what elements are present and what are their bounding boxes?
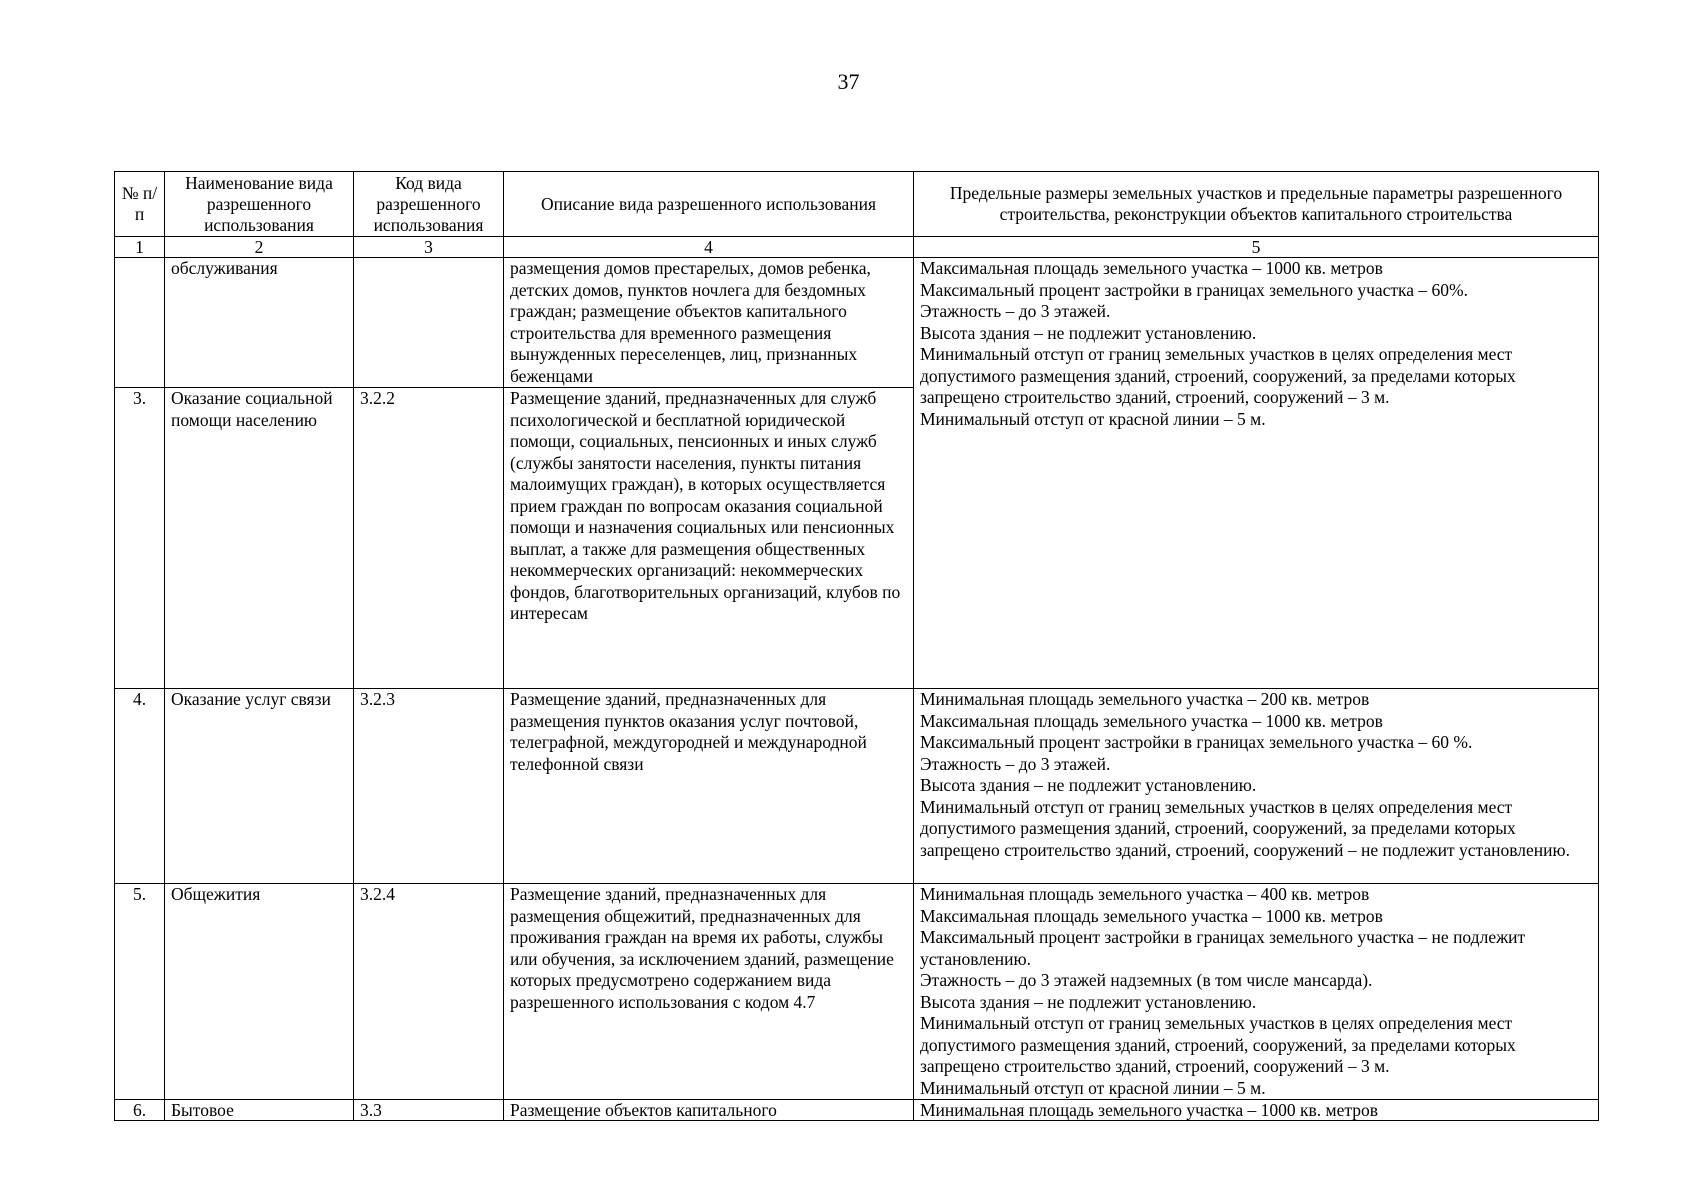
column-number: 2 <box>165 237 354 258</box>
parameter-line: Максимальная площадь земельного участка – 1000 кв. метров <box>920 905 1383 926</box>
use-code: 3.3 <box>354 1100 504 1121</box>
land-use-table <box>114 171 1599 1121</box>
row-number: 5. <box>115 884 165 1100</box>
parameter-line: Максимальный процент застройки в границах земельного участка – 60%. <box>920 279 1469 300</box>
parameters-cell <box>914 258 1599 689</box>
use-code: 3.2.3 <box>354 689 504 884</box>
parameter-line: Максимальная площадь земельного участка – 1000 кв. метров <box>920 710 1383 731</box>
use-code: 3.2.4 <box>354 884 504 1100</box>
use-description: Размещение зданий, предназначенных для служб психологической и бесплатной юридической помощи, социальных, пенсионных и иных служб (службы занятости населения, пункты питания малоимущих граждан), в которых осуществляется прием граждан по вопросам оказания социальной помощи и назначения социальных или пенсионных выплат, а также для размещения общественных некоммерческих организаций: некоммерческих фондов, благотворительных организаций, клубов по интересам <box>504 388 914 689</box>
page-number: 37 <box>837 69 860 94</box>
header-code: Код вида разрешенного использования <box>354 172 504 237</box>
row-number <box>115 258 165 388</box>
table-row <box>115 689 1599 884</box>
use-description: Размещение зданий, предназначенных для размещения общежитий, предназначенных для проживания граждан на время их работы, службы или обучения, за исключением зданий, размещение которых предусмотрено содержанием вида разрешенного использования с кодом 4.7 <box>504 884 914 1100</box>
parameters-cell <box>914 689 1599 884</box>
column-number: 1 <box>115 237 165 258</box>
use-name: Оказание социальной помощи населению <box>165 388 354 689</box>
column-number: 5 <box>914 237 1599 258</box>
parameter-line: Этажность – до 3 этажей надземных (в том числе мансарда). <box>920 970 1373 990</box>
use-description: Размещение объектов капитального <box>504 1100 914 1121</box>
parameter-line: Минимальная площадь земельного участка – 200 кв. метров <box>920 689 1370 709</box>
parameter-line: Максимальная площадь земельного участка – 1000 кв. метров <box>920 258 1383 278</box>
header-name: Наименование вида разрешенного использования <box>165 172 354 237</box>
use-name: Бытовое <box>165 1100 354 1121</box>
parameter-line: Минимальный отступ от красной линии – 5 м. <box>920 1077 1266 1098</box>
parameter-line: Высота здания – не подлежит установлению. <box>920 775 1257 795</box>
use-name: Общежития <box>165 884 354 1100</box>
parameter-line: Минимальный отступ от красной линии – 5 м. <box>920 408 1266 429</box>
parameters-cell <box>914 1100 1599 1121</box>
parameter-line: Этажность – до 3 этажей. <box>920 301 1111 321</box>
use-code: 3.2.2 <box>354 388 504 689</box>
header-parameters: Предельные размеры земельных участков и предельные параметры разрешенного строительства, реконструкции объектов капитального строительства <box>914 172 1599 237</box>
use-code <box>354 258 504 388</box>
column-numbers-row <box>115 237 1599 258</box>
row-number: 4. <box>115 689 165 884</box>
row-number: 3. <box>115 388 165 689</box>
table-row <box>115 1100 1599 1121</box>
parameter-line: Максимальный процент застройки в границах земельного участка – 60 %. <box>920 732 1473 752</box>
parameter-line: Этажность – до 3 этажей. <box>920 753 1111 774</box>
parameter-line: Высота здания – не подлежит установлению. <box>920 322 1257 343</box>
parameter-line: Высота здания – не подлежит установлению. <box>920 991 1257 1012</box>
use-description: Размещение зданий, предназначенных для размещения пунктов оказания услуг почтовой, телеграфной, междугородней и международной телефонной связи <box>504 689 914 884</box>
column-number: 3 <box>354 237 504 258</box>
parameter-line: Минимальный отступ от границ земельных участков в целях определения мест допустимого размещения зданий, строений, сооружений, за пределами которых запрещено строительство зданий, строений, сооружений – не подлежит установлению. <box>920 796 1570 860</box>
parameter-line: Максимальный процент застройки в границах земельного участка – не подлежит установлению. <box>920 927 1526 969</box>
parameters-cell <box>914 884 1599 1100</box>
table-header-row <box>115 172 1599 237</box>
parameter-line: Минимальная площадь земельного участка – 400 кв. метров <box>920 884 1370 904</box>
parameter-line: Минимальный отступ от границ земельных участков в целях определения мест допустимого размещения зданий, строений, сооружений, за пределами которых запрещено строительство зданий, строений, сооружений – 3 м. <box>920 344 1516 407</box>
parameter-line: Минимальная площадь земельного участка – 1000 кв. метров <box>920 1100 1378 1120</box>
use-name: Оказание услуг связи <box>165 689 354 884</box>
header-description: Описание вида разрешенного использования <box>504 172 914 237</box>
use-description: размещения домов престарелых, домов ребенка, детских домов, пунктов ночлега для бездомных граждан; размещение объектов капитального строительства для временного размещения вынужденных переселенцев, лиц, признанных беженцами <box>504 258 914 388</box>
parameter-line: Минимальный отступ от границ земельных участков в целях определения мест допустимого размещения зданий, строений, сооружений, за пределами которых запрещено строительство зданий, строений, сооружений – 3 м. <box>920 1013 1516 1076</box>
use-name: обслуживания <box>165 258 354 388</box>
column-number: 4 <box>504 237 914 258</box>
header-number: № п/п <box>115 172 165 237</box>
table-row <box>115 884 1599 1100</box>
row-number: 6. <box>115 1100 165 1121</box>
table-row <box>115 258 1599 388</box>
